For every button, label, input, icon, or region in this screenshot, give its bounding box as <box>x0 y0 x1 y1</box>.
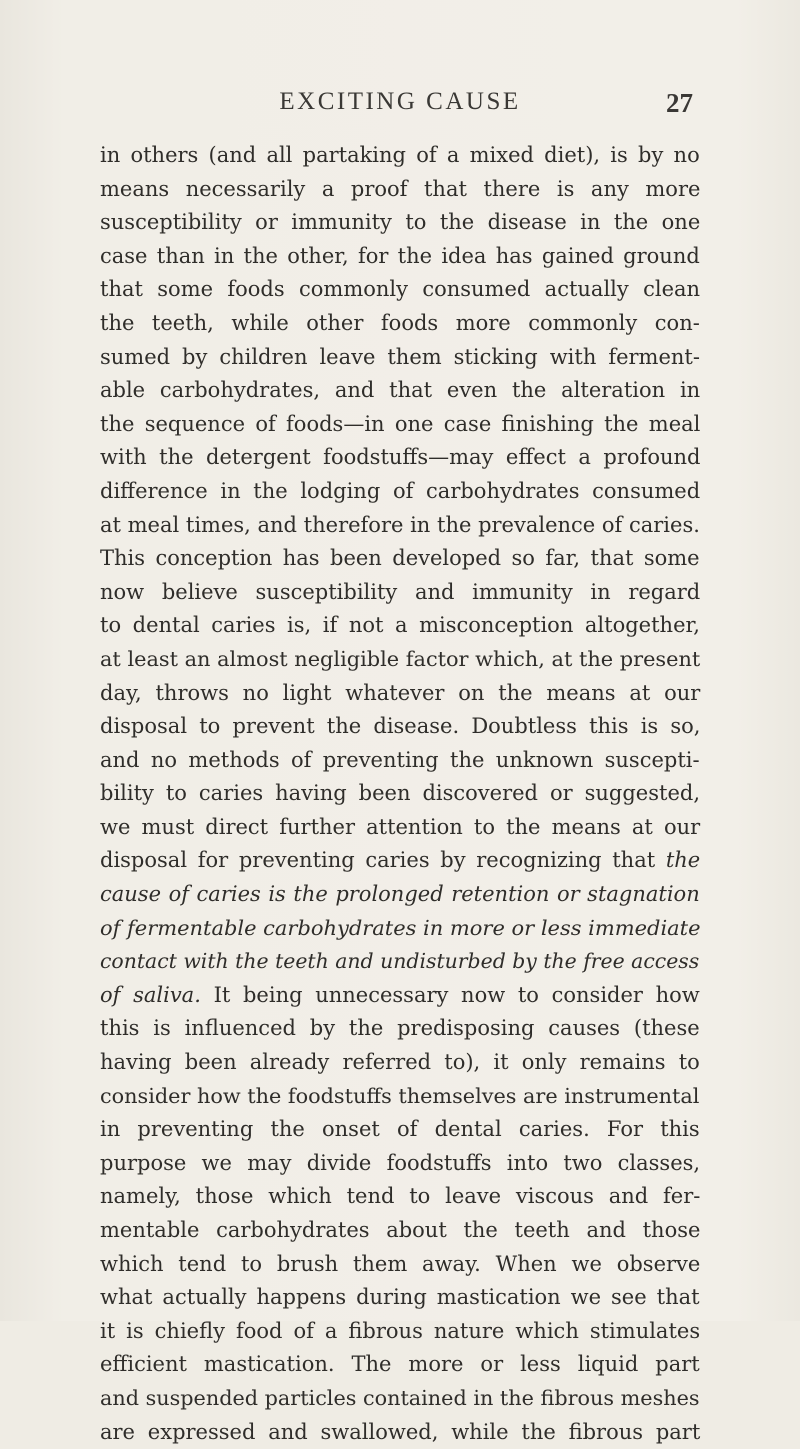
text-line-content: cause of caries is the prolonged retention or stagnation <box>100 882 700 907</box>
body-text <box>100 139 700 1449</box>
text-line <box>100 1180 700 1214</box>
running-title: EXCITING CAUSE <box>279 88 521 115</box>
text-line-content: and no methods of preventing the unknown suscepti- <box>100 747 700 772</box>
text-line <box>100 408 700 442</box>
text-line <box>100 1214 700 1248</box>
text-line-content: means necessarily a proof that there is any more <box>100 176 701 201</box>
text-line <box>100 744 700 778</box>
text-line <box>100 1080 700 1114</box>
text-line <box>100 643 700 677</box>
text-line <box>100 1382 700 1416</box>
text-line-content: with the detergent foodstuffs—may effect a profound <box>100 445 701 470</box>
text-line <box>100 206 700 240</box>
text-line <box>100 1147 700 1181</box>
text-line-content: bility to caries having been discovered or suggested, <box>100 781 700 806</box>
text-line <box>100 576 700 610</box>
text-line <box>100 1113 700 1147</box>
text-line <box>100 1248 700 1282</box>
text-line-content: to dental caries is, if not a misconception altogether, <box>100 613 700 638</box>
text-line <box>100 1416 700 1449</box>
text-line-content: purpose we may divide foodstuffs into two classes, <box>100 1150 701 1175</box>
text-line-content: the sequence of foods—in one case finishing the meal <box>100 411 701 436</box>
text-line <box>100 173 700 207</box>
text-line-content: day, throws no light whatever on the means at our <box>100 680 701 705</box>
page-header <box>0 88 800 128</box>
page-number: 27 <box>666 88 693 118</box>
text-line <box>100 273 700 307</box>
text-line <box>100 1012 700 1046</box>
text-line <box>100 441 700 475</box>
text-line <box>100 844 700 878</box>
text-line-content: disposal to prevent the disease. Doubtless this is so, <box>100 714 701 739</box>
text-line <box>100 341 700 375</box>
text-line-tail: the <box>655 848 701 873</box>
text-line-content: of fermentable carbohydrates in more or less immediate <box>100 915 701 940</box>
text-line <box>100 945 700 979</box>
text-line-content: mentable carbohydrates about the teeth and those <box>100 1218 701 1242</box>
text-line-content: This conception has been developed so far, that some <box>100 546 700 571</box>
text-line-content: it is chiefly food of a fibrous nature which stimulates <box>100 1318 701 1343</box>
text-line-content: that some foods commonly consumed actually clean <box>100 277 701 302</box>
text-line-content: consider how the foodstuffs themselves are instrumental <box>100 1083 700 1108</box>
text-line-content: having been already referred to), it only remains to <box>100 1050 700 1075</box>
text-line <box>100 811 700 845</box>
text-line-content: which tend to brush them away. When we observe <box>100 1251 701 1276</box>
text-line <box>100 240 700 274</box>
text-line-content: case than in the other, for the idea has gained ground <box>100 243 700 268</box>
text-line <box>100 1348 700 1382</box>
text-line-content: what actually happens during mastication we see that <box>100 1285 700 1310</box>
text-line-content: of saliva. <box>100 982 201 1007</box>
text-line-tail: It being unnecessary now to consider how <box>200 982 700 1007</box>
text-line-content: in others (and all partaking of a mixed diet), is by no <box>100 143 700 167</box>
text-line <box>100 1046 700 1080</box>
text-line-content: the teeth, while other foods more commonly con- <box>100 310 700 335</box>
text-line <box>100 509 700 543</box>
text-line <box>100 1281 700 1315</box>
text-line-content: now believe susceptibility and immunity in regard <box>100 579 701 604</box>
text-line-content: difference in the lodging of carbohydrates consumed <box>100 478 701 503</box>
text-line <box>100 912 700 946</box>
text-line-content: sumed by children leave them sticking with ferment- <box>100 344 700 369</box>
text-line <box>100 307 700 341</box>
text-line <box>100 710 700 744</box>
text-line-content: contact with the teeth and undisturbed by the free access <box>100 949 700 974</box>
text-line-content: efficient mastication. The more or less liquid part <box>100 1352 700 1377</box>
text-line-content: susceptibility or immunity to the disease in the one <box>100 210 701 235</box>
text-line <box>100 609 700 643</box>
text-line-content: this is influenced by the predisposing causes (these <box>100 1016 700 1041</box>
text-line <box>100 677 700 711</box>
text-line-content: at meal times, and therefore in the prevalence of caries. <box>100 512 700 537</box>
text-line <box>100 139 700 173</box>
text-line-content: in preventing the onset of dental caries. For this <box>100 1117 700 1142</box>
text-line-content: at least an almost negligible factor which, at the present <box>100 646 701 671</box>
text-line <box>100 475 700 509</box>
text-line <box>100 374 700 408</box>
text-line-content: able carbohydrates, and that even the alteration in <box>100 378 701 403</box>
text-line <box>100 542 700 576</box>
text-line <box>100 979 700 1013</box>
text-line <box>100 777 700 811</box>
text-line-content: are expressed and swallowed, while the fibrous part <box>100 1419 701 1444</box>
text-line-content: disposal for preventing caries by recognizing that <box>100 848 656 873</box>
text-line <box>100 1315 700 1349</box>
text-line-content: namely, those which tend to leave viscous and fer- <box>100 1184 701 1209</box>
text-line <box>100 878 700 912</box>
text-line-content: we must direct further attention to the means at our <box>100 814 701 839</box>
text-line-content: and suspended particles contained in the fibrous meshes <box>100 1385 700 1410</box>
